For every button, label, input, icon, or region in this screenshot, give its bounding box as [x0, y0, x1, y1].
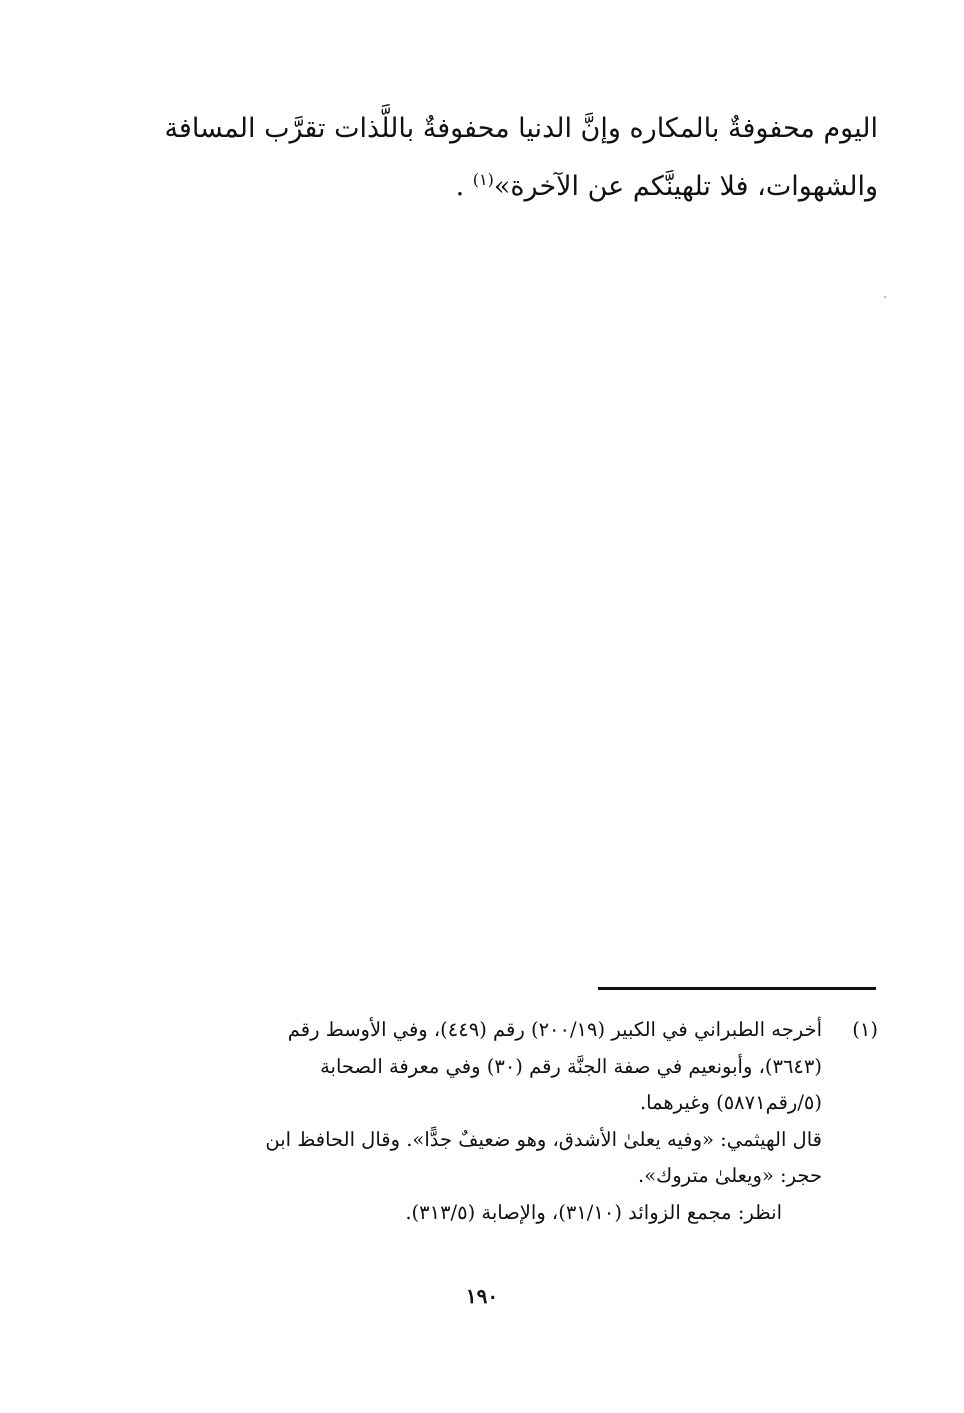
- footnote-line-6: انظر: مجمع الزوائد (٣١/١٠)، والإصابة (٣١٣/٥).: [405, 1200, 782, 1224]
- main-text-line-2-body: والشهوات، فلا تلهينَّكم عن الآخرة»: [493, 171, 878, 202]
- page-number: ١٩٠: [465, 1284, 499, 1308]
- footnote-line-1-text: أخرجه الطبراني في الكبير (٢٠٠/١٩) رقم (٤٤٩)، وفي الأوسط رقم: [287, 1018, 822, 1041]
- footnote-reference: (١): [472, 170, 494, 189]
- main-text: [82, 100, 878, 216]
- footnote-line-3: (٥/رقم٥٨٧١) وغيرهما.: [639, 1091, 822, 1114]
- scan-speck: [884, 296, 886, 298]
- footnote-line-2: (٣٦٤٣)، وأبونعيم في صفة الجنَّة رقم (٣٠) وفي معرفة الصحابة: [320, 1054, 822, 1078]
- footnote-line-5: حجر: «ويعلىٰ متروك».: [638, 1164, 822, 1187]
- footnotes: [80, 1012, 878, 1231]
- footnote-marker: (١): [852, 1018, 878, 1041]
- main-text-line-2: [82, 158, 878, 216]
- footnote-line-1: [80, 1012, 878, 1049]
- footnote-separator: [598, 987, 876, 990]
- main-text-line-2-end: .: [455, 171, 465, 202]
- main-text-line-1: اليوم محفوفةٌ بالمكاره وإنَّ الدنيا محفوفةٌ باللَّذات تقرَّب المسافة: [164, 113, 878, 144]
- footnote-line-4: قال الهيثمي: «وفيه يعلىٰ الأشدق، وهو ضعيفٌ جدًّا». وقال الحافظ ابن: [265, 1127, 822, 1151]
